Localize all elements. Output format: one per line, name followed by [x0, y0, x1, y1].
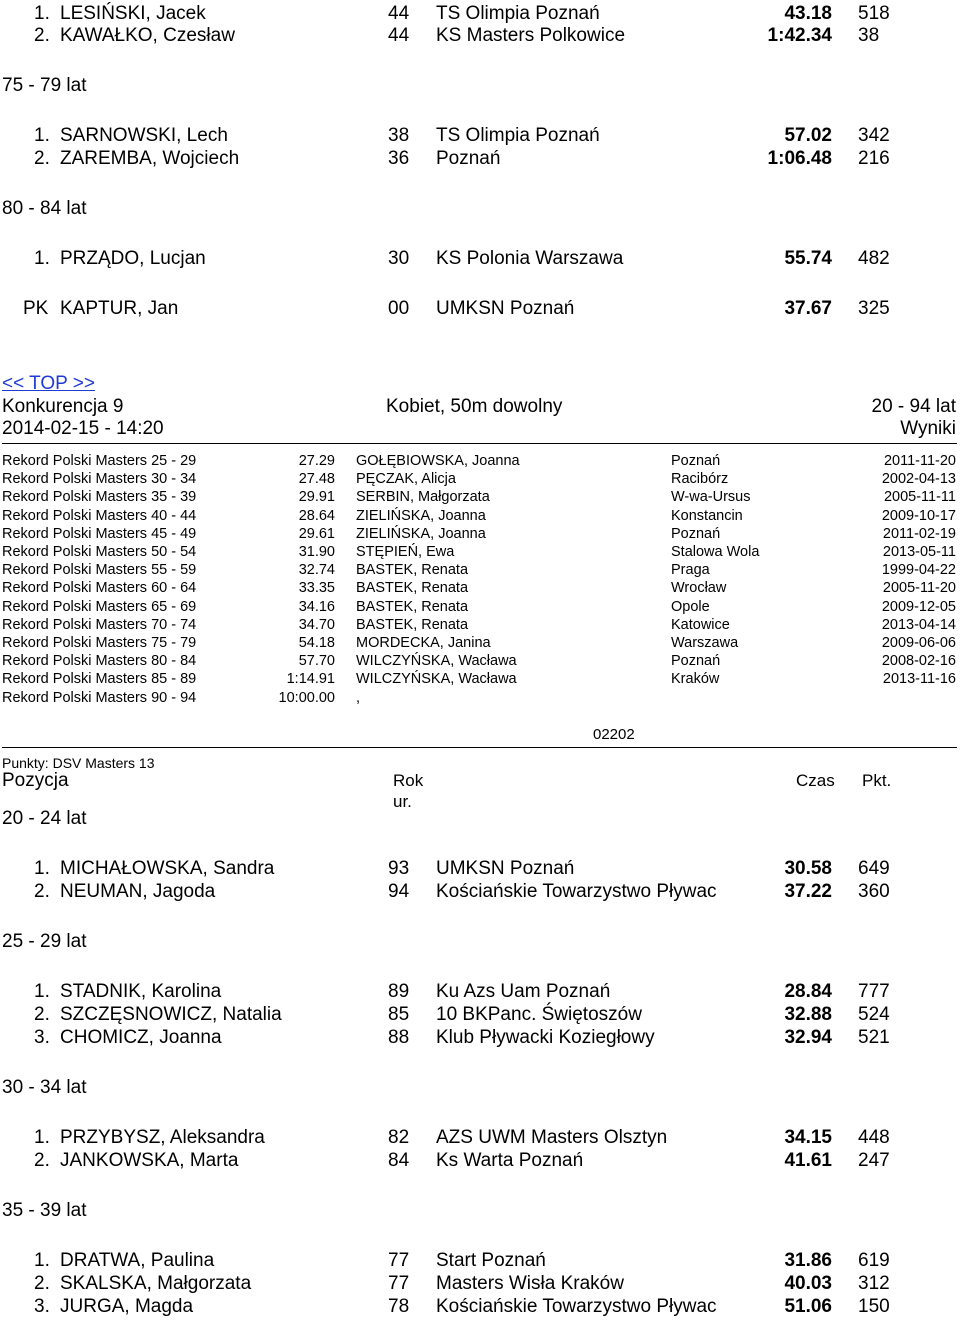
- record-date: 2013-11-16: [882, 671, 956, 688]
- record-row: [0, 579, 960, 597]
- result-club: TS Olimpia Poznań: [436, 3, 600, 24]
- record-label: Rekord Polski Masters 65 - 69: [2, 598, 197, 615]
- result-points: 521: [858, 1026, 890, 1048]
- result-row: [0, 858, 960, 880]
- record-time: 54.18: [298, 635, 335, 651]
- column-year-sub: ur.: [393, 792, 412, 811]
- event-number: Konkurencja 9: [2, 396, 124, 417]
- result-points: 312: [858, 1272, 890, 1294]
- result-row: [0, 1296, 960, 1318]
- result-year: 44: [388, 3, 410, 24]
- points-note: Punkty: DSV Masters 13: [2, 755, 155, 771]
- age-group-heading: 20 - 24 lat: [2, 808, 87, 829]
- record-time: 29.61: [298, 525, 335, 542]
- result-row: [0, 981, 960, 1003]
- result-name: KAPTUR, Jan: [60, 298, 179, 319]
- result-club: Start Poznań: [436, 1250, 546, 1271]
- result-year: 78: [388, 1295, 410, 1317]
- column-time: Czas: [796, 771, 835, 790]
- result-row: [0, 1273, 960, 1295]
- result-year: 84: [388, 1149, 410, 1171]
- record-date: 2009-06-06: [881, 635, 956, 651]
- record-label: Rekord Polski Masters 80 - 84: [2, 653, 197, 670]
- record-date: 2009-12-05: [881, 598, 956, 615]
- result-time: 40.03: [784, 1272, 832, 1294]
- record-city: Poznań: [671, 653, 721, 670]
- result-points: 38: [858, 25, 880, 46]
- record-label: Rekord Polski Masters 60 - 64: [2, 580, 197, 597]
- record-holder: GOŁĘBIOWSKA, Joanna: [356, 453, 520, 469]
- record-date: 2011-02-19: [882, 525, 956, 542]
- result-row: [0, 248, 960, 270]
- result-time: 57.02: [784, 125, 832, 146]
- result-row: [0, 1004, 960, 1026]
- record-label: Rekord Polski Masters 90 - 94: [2, 689, 197, 706]
- result-name: NEUMAN, Jagoda: [60, 880, 216, 902]
- result-club: Ku Azs Uam Poznań: [436, 981, 611, 1002]
- record-row: [0, 525, 960, 543]
- record-city: Kraków: [671, 671, 720, 688]
- result-name: PRZĄDO, Lucjan: [60, 248, 206, 269]
- record-label: Rekord Polski Masters 55 - 59: [2, 562, 197, 579]
- record-date: 2013-05-11: [882, 544, 956, 560]
- result-year: 77: [388, 1272, 410, 1294]
- age-group-heading: 80 - 84 lat: [2, 198, 87, 219]
- result-name: SKALSKA, Małgorzata: [60, 1272, 252, 1294]
- result-row: [0, 1027, 960, 1049]
- result-name: JANKOWSKA, Marta: [60, 1149, 239, 1171]
- result-position: 2.: [34, 148, 50, 169]
- result-position: 2.: [34, 1149, 50, 1171]
- result-club: KS Masters Polkowice: [436, 25, 626, 46]
- result-points: 216: [858, 148, 890, 169]
- result-position: 3.: [34, 1295, 50, 1317]
- record-row: [0, 689, 960, 707]
- result-points: 482: [858, 248, 890, 269]
- age-group-heading: 75 - 79 lat: [2, 75, 87, 96]
- result-points: 649: [858, 858, 890, 879]
- result-name: MICHAŁOWSKA, Sandra: [60, 858, 275, 879]
- result-year: 38: [388, 125, 410, 146]
- record-holder: BASTEK, Renata: [356, 598, 469, 615]
- result-points: 524: [858, 1003, 890, 1025]
- event-status: Wyniki: [900, 418, 956, 439]
- record-holder: BASTEK, Renata: [356, 580, 469, 597]
- result-name: KAWAŁKO, Czesław: [60, 25, 235, 46]
- record-city: Opole: [671, 598, 710, 615]
- record-label: Rekord Polski Masters 40 - 44: [2, 507, 197, 524]
- record-time: 10:00.00: [278, 689, 335, 706]
- result-position: 3.: [34, 1026, 50, 1048]
- result-year: 89: [388, 981, 410, 1002]
- result-year: 88: [388, 1026, 410, 1048]
- record-holder: WILCZYŃSKA, Wacława: [356, 653, 517, 670]
- result-club: Kościańskie Towarzystwo Pływac: [436, 880, 717, 902]
- header-divider: [2, 443, 957, 444]
- record-label: Rekord Polski Masters 35 - 39: [2, 489, 197, 506]
- record-holder: WILCZYŃSKA, Wacława: [356, 671, 517, 688]
- column-points: Pkt.: [862, 771, 892, 790]
- result-position: 1.: [34, 3, 50, 24]
- result-club: Ks Warta Poznań: [436, 1149, 584, 1171]
- result-name: SARNOWSKI, Lech: [60, 125, 228, 146]
- result-club: UMKSN Poznań: [436, 858, 575, 879]
- record-row: [0, 507, 960, 525]
- record-city: Warszawa: [671, 635, 739, 651]
- record-city: Konstancin: [671, 507, 743, 524]
- result-row: [0, 148, 960, 170]
- event-code: 02202: [593, 726, 635, 743]
- age-group-heading: 35 - 39 lat: [2, 1200, 87, 1221]
- result-position: 1.: [34, 1127, 50, 1148]
- result-name: LESIŃSKI, Jacek: [60, 3, 206, 24]
- record-holder: ,: [356, 689, 361, 706]
- record-holder: STĘPIEŃ, Ewa: [356, 544, 455, 560]
- record-holder: ZIELIŃSKA, Joanna: [356, 507, 486, 524]
- record-date: 2005-11-20: [882, 580, 956, 597]
- record-row: [0, 670, 960, 688]
- result-name: SZCZĘSNOWICZ, Natalia: [60, 1003, 282, 1025]
- record-time: 29.91: [298, 489, 335, 506]
- record-date: 2009-10-17: [881, 507, 956, 524]
- result-position: 2.: [34, 1003, 50, 1025]
- result-row: [0, 881, 960, 903]
- result-time: 32.88: [784, 1003, 832, 1025]
- result-year: 93: [388, 858, 410, 879]
- record-holder: MORDECKA, Janina: [356, 635, 491, 651]
- record-date: 2008-02-16: [881, 653, 956, 670]
- record-city: Poznań: [671, 525, 721, 542]
- result-time: 30.58: [784, 858, 832, 879]
- record-row: [0, 634, 960, 652]
- result-club: KS Polonia Warszawa: [436, 248, 624, 269]
- result-time: 32.94: [784, 1026, 832, 1048]
- record-holder: SERBIN, Małgorzata: [356, 489, 490, 506]
- result-row: [0, 1250, 960, 1272]
- record-city: Wrocław: [671, 580, 727, 597]
- record-date: 2013-04-14: [881, 616, 956, 633]
- result-position: 1.: [34, 981, 50, 1002]
- result-club: TS Olimpia Poznań: [436, 125, 600, 146]
- record-label: Rekord Polski Masters 75 - 79: [2, 635, 197, 651]
- result-name: JURGA, Magda: [60, 1295, 194, 1317]
- record-time: 57.70: [298, 653, 335, 670]
- record-holder: ZIELIŃSKA, Joanna: [356, 525, 486, 542]
- result-points: 448: [858, 1127, 890, 1148]
- result-points: 518: [858, 3, 890, 24]
- record-time: 32.74: [298, 562, 335, 579]
- result-time: 37.22: [784, 880, 832, 902]
- result-points: 247: [858, 1149, 890, 1171]
- record-label: Rekord Polski Masters 85 - 89: [2, 671, 197, 688]
- result-row: [0, 1150, 960, 1172]
- result-time: 34.15: [784, 1127, 832, 1148]
- record-label: Rekord Polski Masters 70 - 74: [2, 616, 197, 633]
- record-row: [0, 543, 960, 561]
- record-time: 34.70: [298, 616, 335, 633]
- result-position: 1.: [34, 858, 50, 879]
- result-row: [0, 25, 960, 47]
- result-points: 777: [858, 981, 890, 1002]
- result-club: 10 BKPanc. Świętoszów: [436, 1003, 642, 1025]
- record-label: Rekord Polski Masters 30 - 34: [2, 471, 197, 488]
- age-group-heading: 30 - 34 lat: [2, 1077, 87, 1098]
- event-age-range: 20 - 94 lat: [871, 396, 956, 417]
- record-time: 28.64: [298, 507, 335, 524]
- column-position: Pozycja: [2, 770, 69, 791]
- result-points: 360: [858, 880, 890, 902]
- result-position: 2.: [34, 25, 50, 46]
- result-position: 2.: [34, 1272, 50, 1294]
- result-year: 30: [388, 248, 410, 269]
- record-date: 2002-04-13: [881, 471, 956, 488]
- result-time: 51.06: [784, 1295, 832, 1317]
- record-row: [0, 488, 960, 506]
- record-holder: BASTEK, Renata: [356, 616, 469, 633]
- result-year: 00: [388, 298, 410, 319]
- result-row: [0, 125, 960, 147]
- result-position: 2.: [34, 880, 50, 902]
- record-date: 2011-11-20: [883, 453, 956, 469]
- result-points: 325: [858, 298, 890, 319]
- result-year: 36: [388, 148, 410, 169]
- result-row: [0, 1127, 960, 1149]
- result-name: STADNIK, Karolina: [60, 981, 222, 1002]
- result-points: 150: [858, 1295, 890, 1317]
- record-time: 27.48: [298, 471, 335, 488]
- result-time: 41.61: [784, 1149, 832, 1171]
- event-datetime: 2014-02-15 - 14:20: [2, 418, 164, 439]
- result-club: AZS UWM Masters Olsztyn: [436, 1127, 668, 1148]
- result-name: PRZYBYSZ, Aleksandra: [60, 1127, 265, 1148]
- result-position: 1.: [34, 248, 50, 269]
- record-row: [0, 452, 960, 470]
- result-year: 77: [388, 1250, 410, 1271]
- result-year: 94: [388, 880, 410, 902]
- result-club: Masters Wisła Kraków: [436, 1272, 624, 1294]
- result-row: [0, 3, 960, 25]
- record-city: Racibórz: [671, 471, 729, 488]
- result-row-pk: [0, 298, 960, 320]
- record-time: 33.35: [298, 580, 335, 597]
- record-row: [0, 598, 960, 616]
- result-time: 1:42.34: [767, 25, 832, 46]
- result-time: 1:06.48: [767, 148, 832, 169]
- event-title: Kobiet, 50m dowolny: [386, 396, 563, 417]
- record-city: W-wa-Ursus: [671, 489, 751, 506]
- result-points: 619: [858, 1250, 890, 1271]
- result-position: PK: [23, 298, 49, 319]
- result-club: Poznań: [436, 148, 501, 169]
- result-time: 31.86: [784, 1250, 832, 1271]
- record-label: Rekord Polski Masters 50 - 54: [2, 544, 197, 560]
- record-row: [0, 561, 960, 579]
- result-position: 1.: [34, 125, 50, 146]
- record-city: Praga: [671, 562, 710, 579]
- result-position: 1.: [34, 1250, 50, 1271]
- record-time: 1:14.91: [286, 671, 335, 688]
- record-city: Poznań: [671, 453, 721, 469]
- age-group-heading: 25 - 29 lat: [2, 931, 87, 952]
- record-holder: PĘCZAK, Alicja: [356, 471, 456, 488]
- column-year: Rok: [393, 771, 424, 790]
- record-label: Rekord Polski Masters 45 - 49: [2, 525, 197, 542]
- result-club: UMKSN Poznań: [436, 298, 575, 319]
- result-time: 43.18: [784, 3, 832, 24]
- record-date: 1999-04-22: [881, 562, 956, 579]
- record-time: 34.16: [298, 598, 335, 615]
- result-year: 85: [388, 1003, 410, 1025]
- result-points: 342: [858, 125, 890, 146]
- record-city: Stalowa Wola: [671, 544, 760, 560]
- result-name: CHOMICZ, Joanna: [60, 1026, 222, 1048]
- result-year: 82: [388, 1127, 410, 1148]
- result-name: DRATWA, Paulina: [60, 1250, 215, 1271]
- result-club: Klub Pływacki Koziegłowy: [436, 1026, 655, 1048]
- record-date: 2005-11-11: [883, 489, 956, 506]
- record-row: [0, 470, 960, 488]
- result-club: Kościańskie Towarzystwo Pływac: [436, 1295, 717, 1317]
- record-label: Rekord Polski Masters 25 - 29: [2, 453, 197, 469]
- result-year: 44: [388, 25, 410, 46]
- records-divider: [2, 747, 957, 748]
- record-row: [0, 652, 960, 670]
- record-time: 31.90: [298, 544, 335, 560]
- record-row: [0, 616, 960, 634]
- record-time: 27.29: [298, 453, 335, 469]
- record-city: Katowice: [671, 616, 730, 633]
- top-nav-link[interactable]: << TOP >>: [2, 373, 95, 394]
- result-time: 28.84: [784, 981, 832, 1002]
- result-time: 37.67: [784, 298, 832, 319]
- record-holder: BASTEK, Renata: [356, 562, 469, 579]
- result-name: ZAREMBA, Wojciech: [60, 148, 240, 169]
- result-time: 55.74: [784, 248, 832, 269]
